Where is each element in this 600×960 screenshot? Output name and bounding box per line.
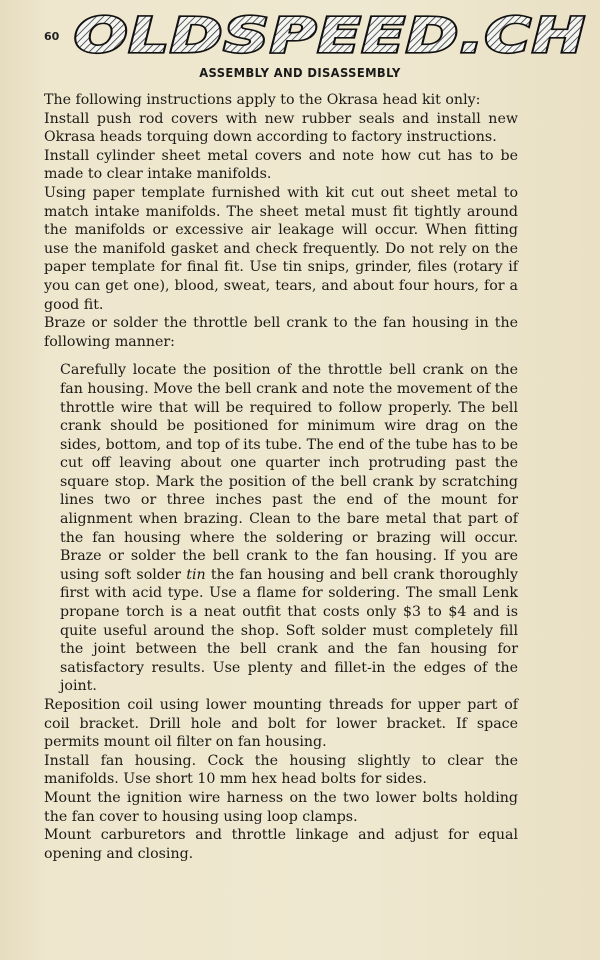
indented-paragraph [60,361,518,696]
paragraph: The following instructions apply to the Okrasa head kit only: [44,92,481,108]
emphasis-text: tin [186,566,206,583]
paragraph: Install cylinder sheet metal covers and note how cut has to be made to clear intake manifolds. [44,147,518,183]
section-title: ASSEMBLY AND DISASSEMBLY [199,66,401,80]
paragraph: Using paper template furnished with kit cut out sheet metal to match intake manifolds. The sheet metal must fit tightly around the manifolds or excessive air leakage will occur. When fitting use the manifold gasket and check frequently. Do not rely on the paper template for final fit. Use tin snips, grinder, files (rotary if you can get one), blood, sweat, tears, and about four hours, for a good fit. [44,184,518,313]
paragraph: Braze or solder the throttle bell crank to the fan housing in the following manner: [44,315,518,350]
indented-text-part1: Carefully locate the position of the throttle bell crank on the fan housing. Move the bell crank and note the movement of the throttle wire that will be required to follow properly. The bell crank should be positioned for minimum wire drag on the sides, bottom, and top of its tube. The end of the tube has to be cut off leaving about one quarter inch protruding past the square stop. Mark the position of the bell crank by scratching lines two or three inches past the end of the mount for alignment when brazing. Clean to the bare metal that part of the fan housing where the soldering or brazing will occur. Braze or solder the bell crank to the fan housing. If you are using soft solder [60,362,518,583]
paragraph: Mount the ignition wire harness on the two lower bolts holding the fan cover to housing using loop clamps. [44,789,518,825]
body-text [44,91,518,863]
paragraph: Reposition coil using lower mounting threads for upper part of coil bracket. Drill hole and bolt for lower bracket. If space permits mount oil filter on fan housing. [44,697,518,751]
paragraph: Install fan housing. Cock the housing slightly to clear the manifolds. Use short 10 mm hex head bolts for sides. [44,752,518,788]
watermark-text: OLDSPEED.CH [74,14,586,56]
indented-text-part2: the fan housing and bell crank thoroughly first with acid type. Use a flame for soldering. The small Lenk propane torch is a neat outfit that costs only $3 to $4 and is quite useful around the shop. Soft solder must completely fill the joint between the bell crank and the fan housing for satisfactory results. Use plenty and fillet-in the edges of the joint. [60,566,518,695]
paragraph: Mount carburetors and throttle linkage and adjust for equal opening and closing. [44,827,518,862]
oldspeed-watermark-logo [70,14,590,56]
paragraph: Install push rod covers with new rubber seals and install new Okrasa heads torquing down according to factory instructions. [44,110,518,146]
page-number: 60 [44,30,60,43]
